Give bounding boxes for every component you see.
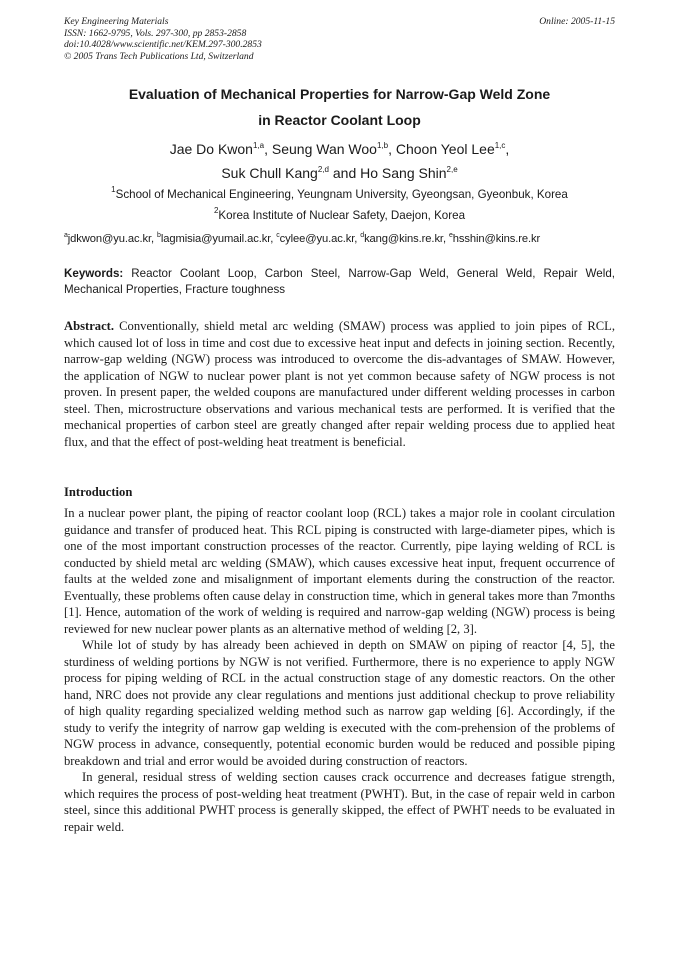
abstract-text: Conventionally, shield metal arc welding (SMAW) process was applied to join pipes of RCL, which caused lot of loss in time and cost due to excessive heat input and defects in joining section. Recently, narrow-gap welding (NGW) process was introduced to overcome the dis-advantages of SMAW. However, the application of NGW to nuclear power plant is not yet common because safety of NGW process is not proven. In present paper, the welded coupons are manufactured under different welding processes in carbon steel. Then, microstructure observations and various mechanical tests are performed. It is verified that the mechanical properties of carbon steel are greatly changed after repair welding process due to applied heat flux, and that the effect of post-welding heat treatment is beneficial. [64, 319, 615, 449]
author-affiliation-mark: 2,e [446, 165, 458, 174]
affiliation-2 [64, 206, 615, 223]
affiliation-mark: 2 [213, 206, 219, 215]
author-affiliation-mark: 1,b [376, 141, 389, 150]
journal-name: Key Engineering Materials [64, 16, 169, 27]
email-mark: e [448, 232, 453, 239]
journal-issn: ISSN: 1662-9795, Vols. 297-300, pp 2853-2858 [64, 27, 247, 39]
introduction-body [64, 505, 615, 835]
author-separator: and [328, 165, 361, 181]
title-line-2: in Reactor Coolant Loop [258, 112, 421, 128]
author-name: Suk Chull Kang [221, 165, 318, 181]
affiliation-1 [64, 185, 615, 202]
affiliation-text: Korea Institute of Nuclear Safety, Daejon, Korea [218, 209, 466, 222]
email-mark: a [64, 232, 68, 239]
author-affiliation-mark: 2,d [317, 165, 329, 174]
journal-copyright: © 2005 Trans Tech Publications Ltd, Switzerland [64, 50, 254, 62]
author-affiliation-mark: 1,c [494, 141, 506, 150]
email-link[interactable]: jdkwon@yu.ac.kr, [67, 233, 158, 245]
author-list [64, 137, 615, 185]
keywords-section [64, 266, 615, 298]
email-mark: d [360, 232, 365, 239]
author-name: Choon Yeol Lee [395, 141, 495, 157]
email-link[interactable]: cylee@yu.ac.kr, [279, 233, 361, 245]
author-name: Ho Sang Shin [360, 165, 447, 181]
paragraph: In a nuclear power plant, the piping of reactor coolant loop (RCL) takes a major role in coolant circulation guidance and transfer of produced heat. This RCL piping is constructed with large-diameter pipes, which is one of the most important construction processes of the reactor. Currently, pipe laying welding of RCL is conducted by shield metal arc welding (SMAW), which causes excessive heat input, frequent occurrence of faults at the welded zone and misalignment of important elements during the construction of the reactor. Eventually, these problems often cause delay in construction time, which in general takes more than 7months [1]. Hence, automation of the work of welding is required and narrow-gap welding (NGW) process is being reviewed for new nuclear power plants as an alternative method of welding [2, 3]. [64, 506, 615, 636]
keywords-label: Keywords: [64, 267, 124, 280]
author-name: Seung Wan Woo [271, 141, 377, 157]
email-mark: b [157, 232, 161, 239]
journal-doi[interactable]: doi:10.4028/www.scientific.net/KEM.297-300.2853 [64, 39, 262, 51]
email-link[interactable]: lagmisia@yumail.ac.kr, [160, 233, 277, 245]
affiliation-mark: 1 [111, 185, 116, 194]
email-link[interactable]: hsshin@kins.re.kr [452, 233, 541, 245]
abstract-label: Abstract. [64, 319, 115, 333]
paragraph: In general, residual stress of welding section causes crack occurrence and decreases fatigue strength, which requires the process of post-welding heat treatment (PWHT). But, in the case of repair weld in carbon steel, since this additional PWHT process is generally skipped, the effect of PWHT needs to be evaluated in repair weld. [64, 770, 615, 834]
author-separator: , [388, 141, 396, 157]
author-emails [64, 232, 615, 246]
section-heading-introduction: Introduction [64, 485, 133, 499]
email-mark: c [276, 232, 280, 239]
paragraph: While lot of study by has already been achieved in depth on SMAW on piping of reactor [4, 5], the sturdiness of welding portions by NGW is not verified. Furthermore, there is no experience to apply NGW process for piping welding of RCL in the actual construction stage of any domestic reactors. On the other hand, NRC does not provide any clear regulations and mentions just additional checkup to prove reliability of high quality regarding specialized welding method such as narrow gap welding [6]. Accordingly, if the study to verify the integrity of narrow gap welding is executed with the com-prehension of the problems of NGW process in advance, consequently, potential economic burden would be reduced and possible piping breakdown and trial and error would be avoided during construction of reactors. [64, 638, 615, 768]
author-affiliation-mark: 1,a [252, 141, 265, 150]
abstract-section [64, 318, 615, 450]
online-date: Online: 2005-11-15 [539, 16, 615, 27]
title-line-1: Evaluation of Mechanical Properties for Narrow-Gap Weld Zone [128, 86, 551, 102]
paper-title [64, 81, 615, 133]
affiliation-text: School of Mechanical Engineering, Yeungnam University, Gyeongsan, Gyeonbuk, Korea [115, 188, 568, 201]
author-separator: , [505, 141, 510, 157]
keywords-text: Reactor Coolant Loop, Carbon Steel, Narrow-Gap Weld, General Weld, Repair Weld, Mechanical Properties, Fracture toughness [64, 267, 615, 296]
email-link[interactable]: kang@kins.re.kr, [364, 233, 449, 245]
author-name: Jae Do Kwon [169, 141, 253, 157]
author-separator: , [264, 141, 272, 157]
